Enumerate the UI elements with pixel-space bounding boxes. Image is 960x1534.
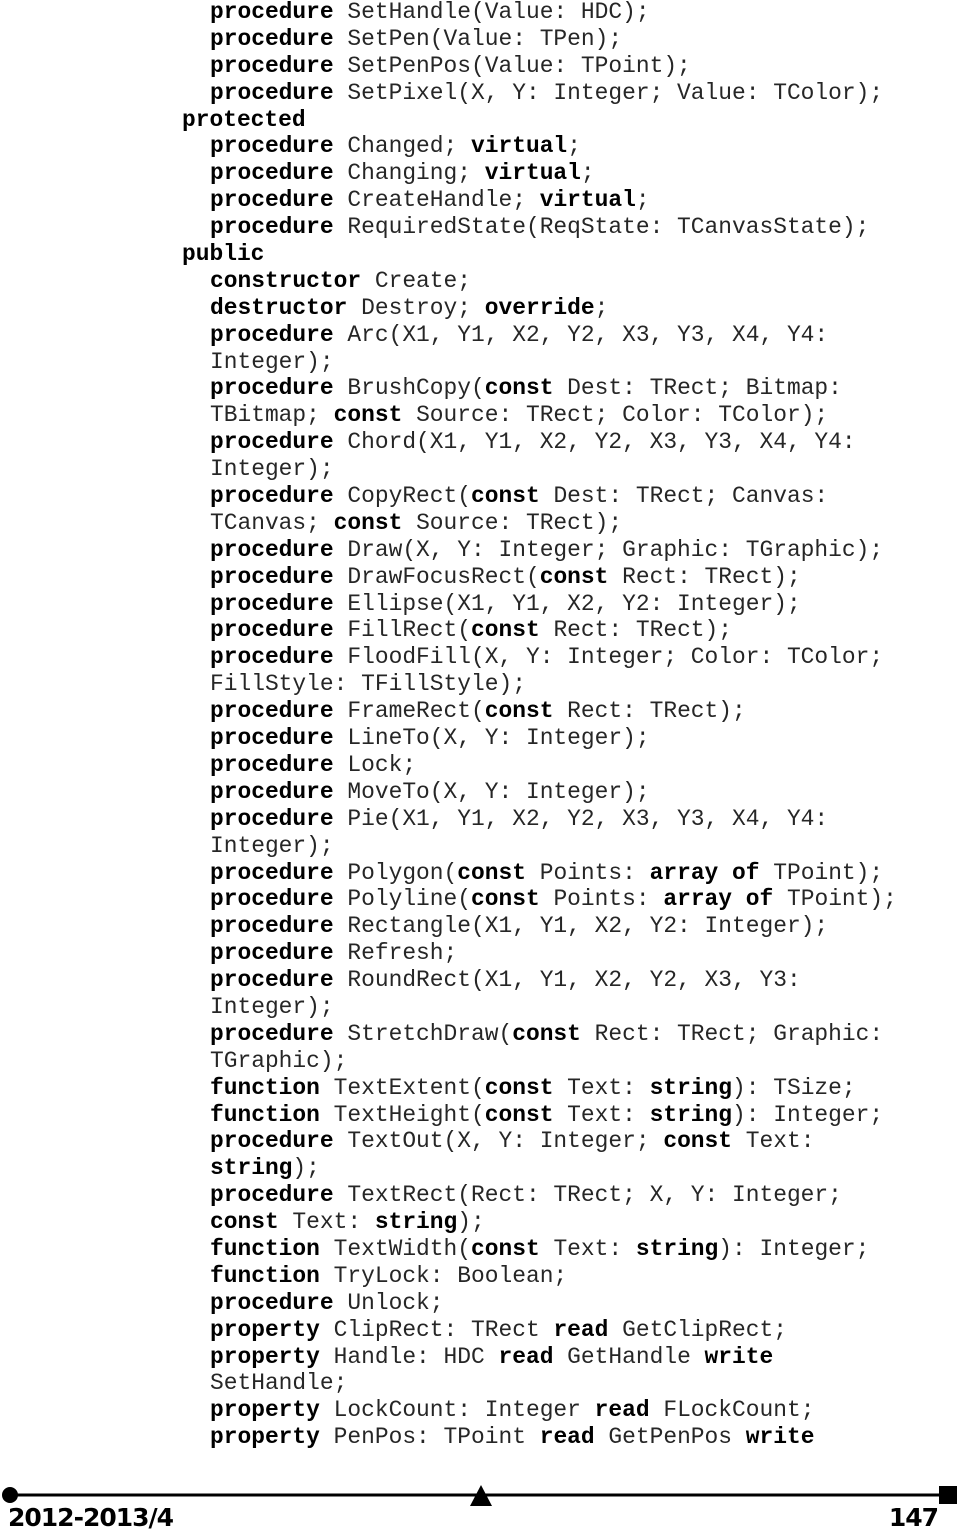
code-token: FillStyle: TFillStyle); xyxy=(210,671,526,698)
keyword-token: procedure xyxy=(210,187,348,214)
code-line xyxy=(0,26,960,53)
keyword-token: string xyxy=(649,1074,733,1101)
code-token: Dest: TRect; Bitmap: xyxy=(567,375,842,402)
keyword-token: procedure xyxy=(210,483,348,510)
code-token: FLockCount; xyxy=(663,1397,815,1424)
code-line xyxy=(0,1370,960,1397)
code-token: GetClipRect; xyxy=(622,1316,787,1343)
code-token: ; xyxy=(635,187,650,214)
code-token: Rect: TRect); xyxy=(567,698,746,725)
code-token: FillRect( xyxy=(347,617,472,644)
code-token: Draw(X, Y: Integer; Graphic: TGraphic); xyxy=(347,536,884,563)
keyword-token: read xyxy=(498,1343,568,1370)
keyword-token: procedure xyxy=(210,725,348,752)
code-line xyxy=(0,806,960,833)
code-token: Arc(X1, Y1, X2, Y2, X3, Y3, X4, Y4: xyxy=(347,321,829,348)
code-line xyxy=(0,510,960,537)
code-line xyxy=(0,994,960,1021)
keyword-token: procedure xyxy=(210,25,348,52)
keyword-token: procedure xyxy=(210,940,348,967)
keyword-token: virtual xyxy=(484,160,581,187)
code-line xyxy=(0,591,960,618)
code-line xyxy=(0,107,960,134)
keyword-token: array of xyxy=(663,886,787,913)
keyword-token: procedure xyxy=(210,536,348,563)
code-token: RoundRect(X1, Y1, X2, Y2, X3, Y3: xyxy=(347,967,801,994)
footer-dot-icon xyxy=(2,1487,18,1503)
code-token: Rect: TRect); xyxy=(553,617,733,644)
code-line xyxy=(0,402,960,429)
keyword-token: const xyxy=(484,1101,568,1128)
keyword-token: write xyxy=(745,1424,815,1451)
keyword-token: procedure xyxy=(210,644,348,671)
code-line xyxy=(0,1048,960,1075)
code-token: Pie(X1, Y1, X2, Y2, X3, Y3, X4, Y4: xyxy=(347,805,829,832)
keyword-token: procedure xyxy=(210,805,348,832)
code-token: SetPen(Value: TPen); xyxy=(347,25,623,52)
keyword-token: read xyxy=(594,1397,664,1424)
code-token: Integer); xyxy=(210,993,334,1020)
keyword-token: procedure xyxy=(210,429,348,456)
code-token: ); xyxy=(292,1155,320,1182)
code-token: CopyRect( xyxy=(347,483,472,510)
code-token: LineTo(X, Y: Integer); xyxy=(347,725,650,752)
code-token: ; xyxy=(580,160,595,187)
code-token: SetHandle; xyxy=(210,1370,348,1397)
code-token: Rectangle(X1, Y1, X2, Y2: Integer); xyxy=(347,913,829,940)
footer-square-icon xyxy=(939,1486,957,1504)
keyword-token: const xyxy=(471,886,554,913)
keyword-token: procedure xyxy=(210,375,348,402)
code-line xyxy=(0,644,960,671)
code-token: Source: TRect); xyxy=(416,509,623,536)
keyword-token: const xyxy=(484,375,568,402)
keyword-token: procedure xyxy=(210,1289,348,1316)
keyword-token: constructor xyxy=(210,267,375,294)
keyword-token: virtual xyxy=(539,187,636,214)
code-line xyxy=(0,1155,960,1182)
code-token: Text: xyxy=(292,1209,375,1236)
page-number: 147 xyxy=(888,1503,938,1532)
keyword-token: procedure xyxy=(210,160,348,187)
keyword-token: string xyxy=(649,1101,733,1128)
keyword-token: public xyxy=(182,241,265,268)
code-token: ): Integer; xyxy=(718,1235,870,1262)
code-token: GetHandle xyxy=(567,1343,705,1370)
code-token: TryLock: Boolean; xyxy=(333,1262,568,1289)
keyword-token: procedure xyxy=(210,698,348,725)
code-line xyxy=(0,429,960,456)
code-token: ); xyxy=(457,1209,485,1236)
code-line xyxy=(0,133,960,160)
code-token: Refresh; xyxy=(347,940,458,967)
code-line xyxy=(0,349,960,376)
code-token: Unlock; xyxy=(347,1289,444,1316)
code-token: Polygon( xyxy=(347,859,458,886)
code-line xyxy=(0,214,960,241)
keyword-token: procedure xyxy=(210,778,348,805)
code-token: TextExtent( xyxy=(333,1074,485,1101)
code-line xyxy=(0,860,960,887)
keyword-token: property xyxy=(210,1316,334,1343)
code-line xyxy=(0,1182,960,1209)
code-token: Handle: HDC xyxy=(333,1343,499,1370)
code-line xyxy=(0,1317,960,1344)
code-token: ): Integer; xyxy=(732,1101,884,1128)
code-line xyxy=(0,295,960,322)
code-line xyxy=(0,1021,960,1048)
code-line xyxy=(0,1102,960,1129)
keyword-token: array of xyxy=(649,859,774,886)
code-token: Rect: TRect; Graphic: xyxy=(594,1020,884,1047)
code-token: Ellipse(X1, Y1, X2, Y2: Integer); xyxy=(347,590,801,617)
code-token: TextHeight( xyxy=(333,1101,485,1128)
keyword-token: procedure xyxy=(210,133,348,160)
keyword-token: const xyxy=(512,1020,595,1047)
code-line xyxy=(0,1209,960,1236)
code-token: TextOut(X, Y: Integer; xyxy=(347,1128,664,1155)
keyword-token: const xyxy=(333,402,417,429)
code-token: Integer); xyxy=(210,456,334,483)
code-line xyxy=(0,752,960,779)
code-token: ; xyxy=(594,294,609,321)
code-token: TPoint); xyxy=(786,886,897,913)
code-token: StretchDraw( xyxy=(347,1020,513,1047)
code-token: TextRect(Rect: TRect; X, Y: Integer; xyxy=(347,1182,842,1209)
keyword-token: const xyxy=(210,1209,293,1236)
code-token: Polyline( xyxy=(347,886,472,913)
code-line xyxy=(0,1128,960,1155)
keyword-token: function xyxy=(210,1235,334,1262)
code-line xyxy=(0,940,960,967)
code-token: Create; xyxy=(374,267,472,294)
code-token: Lock; xyxy=(347,751,417,778)
code-line xyxy=(0,833,960,860)
code-line xyxy=(0,1424,960,1451)
keyword-token: procedure xyxy=(210,79,348,106)
keyword-token: function xyxy=(210,1262,334,1289)
code-token: Changing; xyxy=(347,160,485,187)
code-token: Integer); xyxy=(210,348,334,375)
keyword-token: procedure xyxy=(210,52,348,79)
keyword-token: virtual xyxy=(471,133,568,160)
code-token: Changed; xyxy=(347,133,472,160)
keyword-token: procedure xyxy=(210,913,348,940)
code-line xyxy=(0,483,960,510)
code-line xyxy=(0,1290,960,1317)
keyword-token: string xyxy=(374,1209,458,1236)
code-line xyxy=(0,187,960,214)
code-line xyxy=(0,537,960,564)
keyword-token: read xyxy=(553,1316,623,1343)
code-line xyxy=(0,241,960,268)
keyword-token: string xyxy=(635,1235,719,1262)
keyword-token: procedure xyxy=(210,563,348,590)
code-line xyxy=(0,1397,960,1424)
keyword-token: procedure xyxy=(210,967,348,994)
code-line xyxy=(0,0,960,26)
keyword-token: procedure xyxy=(210,1128,348,1155)
code-token: DrawFocusRect( xyxy=(347,563,540,590)
code-token: GetPenPos xyxy=(608,1424,746,1451)
code-token: Text: xyxy=(567,1074,650,1101)
code-token: TGraphic); xyxy=(210,1047,348,1074)
keyword-token: const xyxy=(457,859,540,886)
code-token: RequiredState(ReqState: TCanvasState); xyxy=(347,214,870,241)
keyword-token: procedure xyxy=(210,1020,348,1047)
keyword-token: procedure xyxy=(210,617,348,644)
code-token: Points: xyxy=(539,859,650,886)
code-line xyxy=(0,779,960,806)
code-line xyxy=(0,160,960,187)
keyword-token: procedure xyxy=(210,751,348,778)
keyword-token: const xyxy=(471,483,554,510)
code-token: TBitmap; xyxy=(210,402,334,429)
code-token: ClipRect: TRect xyxy=(333,1316,554,1343)
code-line xyxy=(0,268,960,295)
code-token: SetHandle(Value: HDC); xyxy=(347,0,650,25)
code-token: Integer); xyxy=(210,832,334,859)
keyword-token: write xyxy=(704,1343,774,1370)
keyword-token: function xyxy=(210,1101,334,1128)
code-line xyxy=(0,1236,960,1263)
code-line xyxy=(0,53,960,80)
keyword-token: procedure xyxy=(210,590,348,617)
keyword-token: procedure xyxy=(210,321,348,348)
code-token: Chord(X1, Y1, X2, Y2, X3, Y3, X4, Y4: xyxy=(347,429,856,456)
code-token: CreateHandle; xyxy=(347,187,540,214)
keyword-token: const xyxy=(539,563,623,590)
code-token: Destroy; xyxy=(361,294,485,321)
keyword-token: function xyxy=(210,1074,334,1101)
code-token: BrushCopy( xyxy=(347,375,485,402)
code-token: SetPixel(X, Y: Integer; Value: TColor); xyxy=(347,79,884,106)
code-token: Text: xyxy=(745,1128,815,1155)
keyword-token: const xyxy=(484,1074,568,1101)
code-line xyxy=(0,456,960,483)
code-line xyxy=(0,886,960,913)
code-token: Points: xyxy=(553,886,664,913)
keyword-token: const xyxy=(333,509,417,536)
keyword-token: string xyxy=(210,1155,293,1182)
code-token: Source: TRect; Color: TColor); xyxy=(416,402,829,429)
keyword-token: procedure xyxy=(210,214,348,241)
keyword-token: const xyxy=(471,1235,554,1262)
code-line xyxy=(0,1075,960,1102)
code-token: Text: xyxy=(567,1101,650,1128)
code-line xyxy=(0,913,960,940)
code-token: PenPos: TPoint xyxy=(333,1424,540,1451)
code-token: TPoint); xyxy=(773,859,884,886)
code-token: LockCount: Integer xyxy=(333,1397,595,1424)
code-line xyxy=(0,725,960,752)
keyword-token: const xyxy=(663,1128,746,1155)
code-token: SetPenPos(Value: TPoint); xyxy=(347,52,691,79)
code-line xyxy=(0,617,960,644)
code-line xyxy=(0,322,960,349)
keyword-token: procedure xyxy=(210,1182,348,1209)
keyword-token: const xyxy=(484,698,568,725)
code-line xyxy=(0,80,960,107)
code-token: TextWidth( xyxy=(333,1235,472,1262)
keyword-token: protected xyxy=(182,106,306,133)
keyword-token: destructor xyxy=(210,294,362,321)
keyword-token: property xyxy=(210,1397,334,1424)
code-line xyxy=(0,967,960,994)
code-line xyxy=(0,1344,960,1371)
code-line xyxy=(0,1263,960,1290)
keyword-token: const xyxy=(471,617,554,644)
code-token: MoveTo(X, Y: Integer); xyxy=(347,778,650,805)
keyword-token: override xyxy=(484,294,595,321)
code-token: Text: xyxy=(553,1235,636,1262)
code-line xyxy=(0,671,960,698)
code-token: ): TSize; xyxy=(732,1074,856,1101)
keyword-token: procedure xyxy=(210,859,348,886)
code-token: TCanvas; xyxy=(210,509,334,536)
code-line xyxy=(0,564,960,591)
footer-year: 2012-2013/4 xyxy=(8,1503,174,1532)
code-token: Dest: TRect; Canvas: xyxy=(553,483,829,510)
code-token: Rect: TRect); xyxy=(622,563,801,590)
keyword-token: read xyxy=(539,1424,609,1451)
code-token: FrameRect( xyxy=(347,698,485,725)
code-line xyxy=(0,375,960,402)
keyword-token: property xyxy=(210,1424,334,1451)
keyword-token: procedure xyxy=(210,0,348,25)
keyword-token: procedure xyxy=(210,886,348,913)
code-line xyxy=(0,698,960,725)
code-token: FloodFill(X, Y: Integer; Color: TColor; xyxy=(347,644,884,671)
code-token: ; xyxy=(567,133,581,160)
keyword-token: property xyxy=(210,1343,334,1370)
